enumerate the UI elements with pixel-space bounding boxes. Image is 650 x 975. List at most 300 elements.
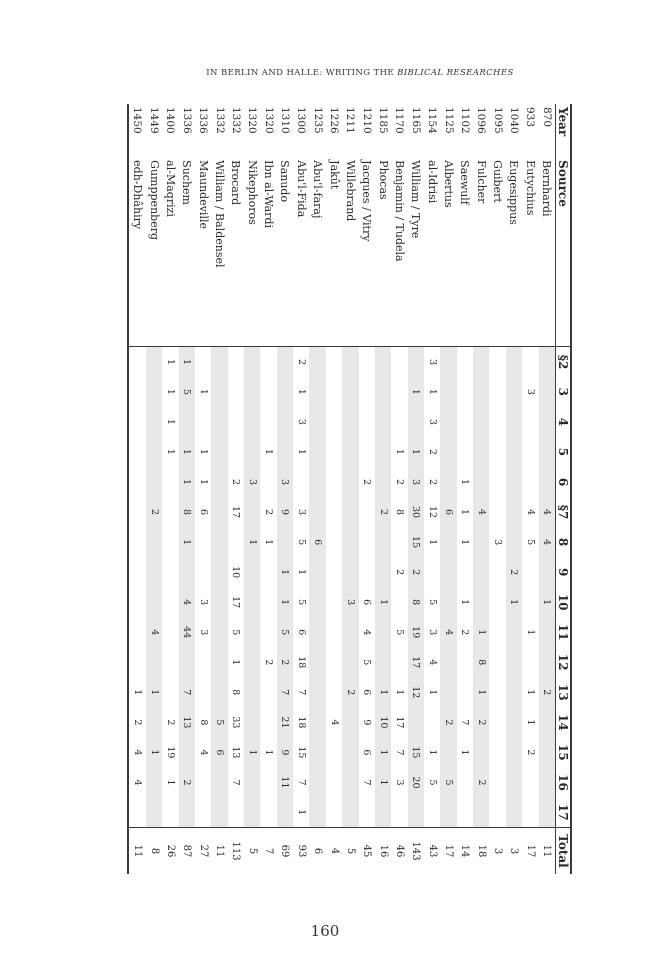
column-header: 14 xyxy=(556,707,572,737)
source-cell: Guibert xyxy=(489,157,505,347)
count-cell xyxy=(128,557,146,587)
table-row xyxy=(260,104,276,874)
count-cell xyxy=(506,737,522,767)
count-cell: 1 xyxy=(375,737,391,767)
count-cell xyxy=(211,797,227,827)
count-cell xyxy=(260,707,276,737)
count-cell: 7 xyxy=(230,779,242,786)
count-cell: 1 xyxy=(263,749,275,756)
count-cell xyxy=(244,707,260,737)
count-cell xyxy=(211,437,227,467)
count-cell xyxy=(162,797,178,827)
source-cell: Suchem xyxy=(179,157,195,347)
count-cell xyxy=(457,407,473,437)
count-cell: 1 xyxy=(408,437,424,467)
count-cell xyxy=(522,347,538,377)
count-cell xyxy=(309,587,325,617)
table-row xyxy=(539,104,556,874)
year-cell: 1096 xyxy=(475,107,488,134)
table-header-row xyxy=(556,104,572,874)
count-cell xyxy=(309,647,325,677)
year-cell: 1165 xyxy=(409,107,422,134)
count-cell xyxy=(211,467,227,497)
count-cell: 6 xyxy=(361,749,373,756)
count-cell xyxy=(440,647,456,677)
count-cell: 10 xyxy=(375,707,391,737)
count-cell xyxy=(522,407,538,437)
count-cell xyxy=(522,647,538,677)
count-cell xyxy=(146,797,162,827)
count-cell: 7 xyxy=(459,719,471,726)
count-cell: 2 xyxy=(524,749,536,756)
count-cell xyxy=(309,617,325,647)
count-cell xyxy=(342,557,358,587)
total-cell: 3 xyxy=(489,828,505,874)
count-cell: 4 xyxy=(131,779,143,786)
count-cell xyxy=(375,617,391,647)
count-cell xyxy=(309,767,325,797)
table-row xyxy=(179,104,195,874)
count-cell xyxy=(326,377,342,407)
count-cell: 4 xyxy=(361,629,373,636)
total-cell: 7 xyxy=(260,828,276,874)
total-cell: 17 xyxy=(522,828,538,874)
count-cell xyxy=(260,617,276,647)
count-cell: 5 xyxy=(524,539,536,546)
count-cell xyxy=(146,437,162,467)
total-cell: 11 xyxy=(211,828,227,874)
count-cell xyxy=(326,767,342,797)
count-cell xyxy=(342,737,358,767)
count-cell xyxy=(195,407,211,437)
count-cell xyxy=(195,647,211,677)
source-cell: al-Idrisi xyxy=(424,157,440,347)
count-cell: 1 xyxy=(164,418,176,425)
count-cell xyxy=(260,677,276,707)
count-cell xyxy=(146,377,162,407)
count-cell: 18 xyxy=(295,716,307,729)
count-cell: 19 xyxy=(164,746,176,759)
source-cell: Eugesippus xyxy=(506,157,522,347)
count-cell: 3 xyxy=(277,467,293,497)
count-cell: 3 xyxy=(426,629,438,636)
count-cell: 1 xyxy=(524,629,536,636)
year-cell: 1235 xyxy=(311,107,324,134)
count-cell xyxy=(457,647,473,677)
table-row xyxy=(162,104,178,874)
count-cell xyxy=(211,677,227,707)
column-header: Source xyxy=(556,157,572,347)
count-cell xyxy=(375,377,391,407)
count-cell: 2 xyxy=(375,497,391,527)
sources-table xyxy=(127,104,572,874)
count-cell xyxy=(309,707,325,737)
count-cell: 1 xyxy=(408,377,424,407)
count-cell xyxy=(326,407,342,437)
count-cell: 7 xyxy=(295,689,307,696)
count-cell xyxy=(408,407,424,437)
table-row xyxy=(293,104,309,874)
table-row xyxy=(128,104,146,874)
source-cell: Maundeville xyxy=(195,157,211,347)
count-cell xyxy=(277,377,293,407)
count-cell xyxy=(440,437,456,467)
count-cell: 2 xyxy=(506,557,522,587)
table-row xyxy=(457,104,473,874)
count-cell xyxy=(195,527,211,557)
count-cell xyxy=(293,467,309,497)
year-cell: 1450 xyxy=(131,107,144,134)
sources-table-rotated xyxy=(127,104,572,874)
count-cell xyxy=(391,797,407,827)
source-cell: Albertus xyxy=(440,157,456,347)
count-cell xyxy=(128,497,146,527)
count-cell xyxy=(342,617,358,647)
count-cell xyxy=(342,767,358,797)
source-cell: Fulcher xyxy=(473,157,489,347)
count-cell xyxy=(539,797,556,827)
count-cell: 1 xyxy=(375,767,391,797)
count-cell xyxy=(162,677,178,707)
count-cell xyxy=(146,707,162,737)
count-cell xyxy=(244,647,260,677)
total-cell: 45 xyxy=(359,828,375,874)
count-cell xyxy=(244,407,260,437)
count-cell: 2 xyxy=(361,478,373,486)
count-cell: 1 xyxy=(263,539,275,546)
year-cell: 1332 xyxy=(229,107,242,134)
count-cell: 6 xyxy=(361,599,373,606)
count-cell: 5 xyxy=(393,629,405,636)
count-cell: 5 xyxy=(179,377,195,407)
count-cell: 3 xyxy=(524,388,536,395)
count-cell xyxy=(391,647,407,677)
count-cell: 4 xyxy=(473,497,489,527)
count-cell: 1 xyxy=(459,599,471,606)
count-cell xyxy=(489,347,505,377)
count-cell xyxy=(489,677,505,707)
table-row xyxy=(506,104,522,874)
count-cell: 2 xyxy=(473,707,489,737)
count-cell: 2 xyxy=(164,719,176,726)
count-cell: 2 xyxy=(408,557,424,587)
count-cell xyxy=(211,407,227,437)
count-cell xyxy=(195,767,211,797)
count-cell: 1 xyxy=(263,448,275,455)
count-cell: 11 xyxy=(277,767,293,797)
count-cell: 1 xyxy=(179,467,195,497)
count-cell: 1 xyxy=(524,689,536,696)
count-cell xyxy=(146,767,162,797)
count-cell xyxy=(211,347,227,377)
count-cell xyxy=(391,527,407,557)
count-cell xyxy=(489,557,505,587)
count-cell xyxy=(309,497,325,527)
count-cell: 1 xyxy=(295,809,307,816)
column-header: 11 xyxy=(556,617,572,647)
count-cell: 1 xyxy=(459,749,471,756)
count-cell: 10 xyxy=(230,566,242,579)
count-cell xyxy=(128,797,146,827)
count-cell: 33 xyxy=(230,716,242,729)
count-cell xyxy=(424,707,440,737)
count-cell xyxy=(309,467,325,497)
count-cell xyxy=(128,407,146,437)
count-cell xyxy=(522,437,538,467)
count-cell xyxy=(326,557,342,587)
column-header: 12 xyxy=(556,647,572,677)
count-cell xyxy=(228,437,244,467)
count-cell xyxy=(342,497,358,527)
column-header: §7 xyxy=(556,497,572,527)
total-cell: 5 xyxy=(244,828,260,874)
count-cell xyxy=(326,467,342,497)
count-cell: 1 xyxy=(164,779,176,786)
count-cell: 2 xyxy=(230,478,242,486)
count-cell: 2 xyxy=(263,659,275,666)
count-cell xyxy=(326,737,342,767)
count-cell xyxy=(179,407,195,437)
count-cell: 2 xyxy=(539,677,556,707)
source-cell: Jacques / Vitry xyxy=(359,157,375,347)
count-cell: 8 xyxy=(197,719,209,726)
count-cell xyxy=(211,617,227,647)
count-cell: 5 xyxy=(211,707,227,737)
column-header: 3 xyxy=(556,377,572,407)
count-cell: 5 xyxy=(230,629,242,636)
year-cell: 1336 xyxy=(197,107,210,134)
count-cell xyxy=(128,347,146,377)
table-row xyxy=(195,104,211,874)
count-cell: 3 xyxy=(342,587,358,617)
column-header: 17 xyxy=(556,797,572,827)
source-cell: Ibn al-Wardi xyxy=(260,157,276,347)
count-cell: 8 xyxy=(408,587,424,617)
count-cell: 1 xyxy=(426,539,438,546)
count-cell xyxy=(522,767,538,797)
count-cell: 4 xyxy=(524,509,536,516)
count-cell xyxy=(473,437,489,467)
count-cell: 1 xyxy=(131,689,143,696)
count-cell xyxy=(375,527,391,557)
running-header-prefix: IN BERLIN AND HALLE: WRITING THE xyxy=(206,68,398,78)
count-cell xyxy=(539,467,556,497)
table-body xyxy=(128,104,556,874)
source-cell: Willebrand xyxy=(342,157,358,347)
year-cell: 870 xyxy=(540,107,553,128)
count-cell: 1 xyxy=(146,677,162,707)
count-cell: 2 xyxy=(342,677,358,707)
count-cell: 1 xyxy=(473,617,489,647)
count-cell: 7 xyxy=(393,749,405,756)
source-cell: Sanudo xyxy=(277,157,293,347)
column-header: 4 xyxy=(556,407,572,437)
table-row xyxy=(277,104,293,874)
count-cell: 17 xyxy=(230,596,242,609)
count-cell: 1 xyxy=(295,569,307,576)
count-cell xyxy=(260,377,276,407)
count-cell xyxy=(228,797,244,827)
count-cell xyxy=(162,557,178,587)
count-cell xyxy=(489,497,505,527)
count-cell: 17 xyxy=(230,505,242,519)
count-cell: 15 xyxy=(295,746,307,759)
count-cell xyxy=(277,347,293,377)
count-cell xyxy=(391,407,407,437)
count-cell xyxy=(342,797,358,827)
count-cell: 1 xyxy=(426,388,438,395)
count-cell: 1 xyxy=(164,448,176,455)
column-header: Year xyxy=(556,104,572,157)
count-cell xyxy=(473,737,489,767)
year-cell: 1336 xyxy=(180,107,193,134)
count-cell: 1 xyxy=(244,527,260,557)
count-cell xyxy=(195,797,211,827)
count-cell xyxy=(440,557,456,587)
count-cell xyxy=(309,677,325,707)
count-cell: 1 xyxy=(146,737,162,767)
count-cell xyxy=(326,437,342,467)
count-cell xyxy=(260,557,276,587)
table-row xyxy=(211,104,227,874)
source-cell: al-Maqrizi xyxy=(162,157,178,347)
count-cell: 1 xyxy=(277,557,293,587)
count-cell: 1 xyxy=(277,587,293,617)
count-cell: 2 xyxy=(295,359,307,366)
total-cell: 17 xyxy=(440,828,456,874)
count-cell xyxy=(440,407,456,437)
count-cell xyxy=(539,737,556,767)
count-cell: 1 xyxy=(375,677,391,707)
column-header: 13 xyxy=(556,677,572,707)
count-cell xyxy=(309,797,325,827)
count-cell: 5 xyxy=(295,539,307,546)
count-cell: 5 xyxy=(426,779,438,786)
count-cell: 1 xyxy=(393,448,405,455)
count-cell xyxy=(342,467,358,497)
count-cell xyxy=(342,437,358,467)
total-cell: 27 xyxy=(195,828,211,874)
count-cell: 12 xyxy=(426,505,438,519)
count-cell xyxy=(244,617,260,647)
year-cell: 1320 xyxy=(262,107,275,134)
count-cell xyxy=(195,347,211,377)
count-cell xyxy=(473,587,489,617)
table-row xyxy=(391,104,407,874)
count-cell: 9 xyxy=(361,719,373,726)
year-cell: 933 xyxy=(524,107,537,128)
year-cell: 1040 xyxy=(507,107,520,134)
count-cell: 8 xyxy=(473,647,489,677)
count-cell xyxy=(457,767,473,797)
total-cell: 43 xyxy=(424,828,440,874)
source-cell: Benjamin / Tudela xyxy=(391,157,407,347)
table-row xyxy=(244,104,260,874)
count-cell: 4 xyxy=(197,749,209,756)
count-cell xyxy=(506,707,522,737)
count-cell xyxy=(359,377,375,407)
total-cell: 3 xyxy=(506,828,522,874)
count-cell xyxy=(128,467,146,497)
count-cell xyxy=(440,347,456,377)
count-cell xyxy=(326,647,342,677)
count-cell: 19 xyxy=(408,617,424,647)
count-cell xyxy=(457,797,473,827)
count-cell: 1 xyxy=(393,689,405,696)
count-cell: 1 xyxy=(459,478,471,486)
year-cell: 1185 xyxy=(377,107,390,134)
count-cell: 18 xyxy=(295,656,307,669)
count-cell xyxy=(375,407,391,437)
total-cell: 69 xyxy=(277,828,293,874)
source-cell: William / Tyre xyxy=(408,157,424,347)
count-cell xyxy=(522,797,538,827)
count-cell xyxy=(326,527,342,557)
count-cell xyxy=(506,647,522,677)
count-cell: 1 xyxy=(179,437,195,467)
count-cell xyxy=(506,527,522,557)
source-cell: William / Baldensel xyxy=(211,157,227,347)
column-header: Total xyxy=(556,828,572,874)
count-cell xyxy=(309,377,325,407)
count-cell xyxy=(211,497,227,527)
count-cell: 4 xyxy=(179,587,195,617)
count-cell xyxy=(228,527,244,557)
year-cell: 1095 xyxy=(491,107,504,134)
count-cell xyxy=(179,797,195,827)
count-cell xyxy=(391,377,407,407)
count-cell xyxy=(326,497,342,527)
count-cell xyxy=(309,407,325,437)
count-cell: 6 xyxy=(361,689,373,696)
count-cell xyxy=(375,557,391,587)
count-cell xyxy=(489,617,505,647)
total-cell: 26 xyxy=(162,828,178,874)
total-cell: 14 xyxy=(457,828,473,874)
count-cell: 4 xyxy=(426,659,438,666)
count-cell xyxy=(539,647,556,677)
count-cell: 3 xyxy=(295,418,307,425)
count-cell xyxy=(277,407,293,437)
count-cell: 1 xyxy=(524,719,536,726)
count-cell: 2 xyxy=(440,707,456,737)
count-cell xyxy=(489,647,505,677)
count-cell xyxy=(162,617,178,647)
count-cell xyxy=(179,737,195,767)
count-cell xyxy=(342,347,358,377)
count-cell: 7 xyxy=(179,677,195,707)
count-cell xyxy=(506,797,522,827)
count-cell: 6 xyxy=(440,497,456,527)
count-cell: 3 xyxy=(492,539,504,546)
count-cell xyxy=(473,797,489,827)
count-cell xyxy=(408,707,424,737)
count-cell: 4 xyxy=(328,719,340,726)
count-cell xyxy=(179,647,195,677)
count-cell: 2 xyxy=(459,629,471,636)
count-cell xyxy=(522,467,538,497)
count-cell xyxy=(309,347,325,377)
count-cell: 8 xyxy=(230,689,242,696)
count-cell xyxy=(326,797,342,827)
count-cell xyxy=(228,377,244,407)
count-cell xyxy=(359,797,375,827)
count-cell xyxy=(277,437,293,467)
count-cell xyxy=(244,497,260,527)
count-cell xyxy=(128,587,146,617)
count-cell: 2 xyxy=(473,767,489,797)
count-cell: 2 xyxy=(263,509,275,516)
